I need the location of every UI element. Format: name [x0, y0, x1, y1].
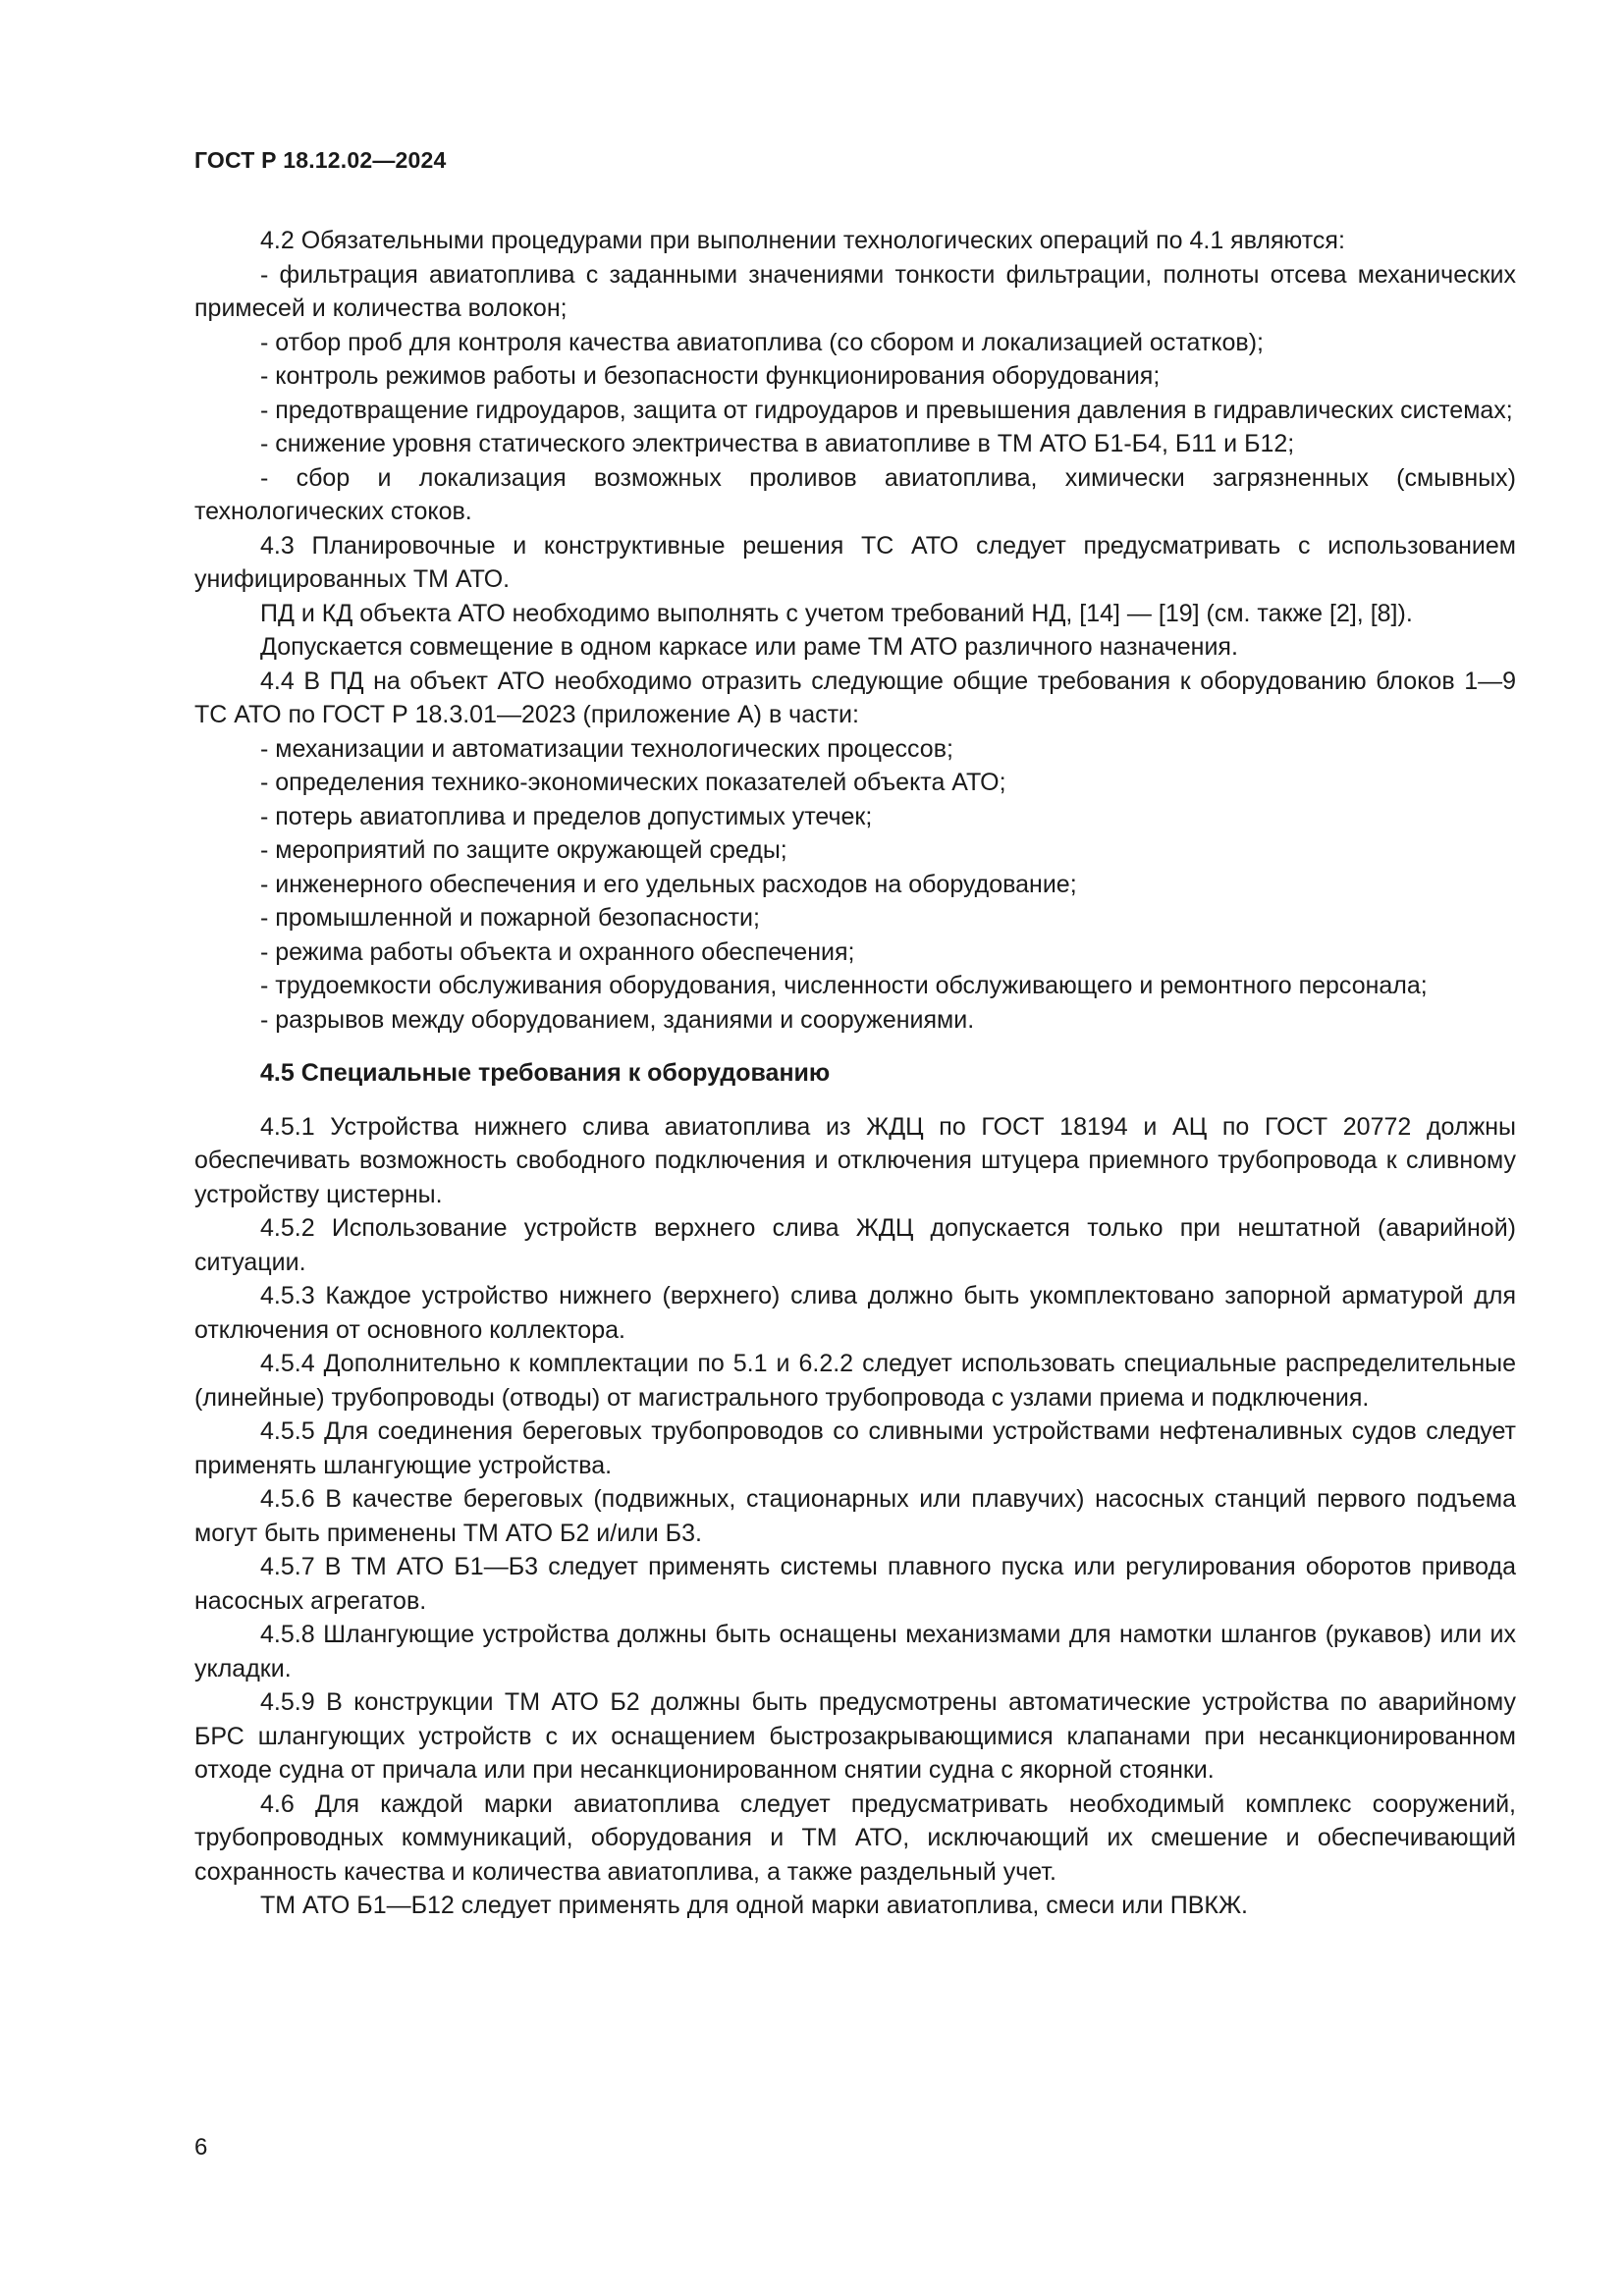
- paragraph: 4.5.6 В качестве береговых (подвижных, стационарных или плавучих) насосных станций первого подъема могут быть применены ТМ АТО Б2 и/или Б3.: [194, 1485, 1516, 1547]
- text-block-general: [194, 224, 1516, 1037]
- paragraph: 4.3 Планировочные и конструктивные решения ТС АТО следует предусматривать с использованием унифицированных ТМ АТО.: [194, 531, 1516, 593]
- list-item: - контроль режимов работы и безопасности функционирования оборудования;: [260, 362, 1161, 390]
- list-item: - отбор проб для контроля качества авиатоплива (со сбором и локализацией остатков);: [260, 328, 1264, 356]
- document-header: ГОСТ Р 18.12.02—2024: [194, 147, 447, 173]
- list-item: - снижение уровня статического электричества в авиатопливе в ТМ АТО Б1-Б4, Б11 и Б12;: [260, 430, 1295, 457]
- list-item: - механизации и автоматизации технологических процессов;: [260, 734, 953, 763]
- paragraph: ПД и КД объекта АТО необходимо выполнять с учетом требований НД, [14] — [19] (см. также [2], [8]).: [260, 599, 1413, 627]
- list-item: - трудоемкости обслуживания оборудования, численности обслуживающего и ремонтного персонала;: [260, 972, 1428, 999]
- paragraph: 4.5.4 Дополнительно к комплектации по 5.1 и 6.2.2 следует использовать специальные распределительные (линейные) трубопроводы (отводы) от магистрального трубопровода с узлами приема и подключения.: [194, 1350, 1516, 1412]
- section-title: 4.5 Специальные требования к оборудованию: [260, 1059, 831, 1087]
- text-block-special: [194, 1110, 1516, 1923]
- list-item: - предотвращение гидроударов, защита от гидроударов и превышения давления в гидравлических системах;: [260, 396, 1513, 424]
- document-body: [194, 224, 1516, 1923]
- list-item: - промышленной и пожарной безопасности;: [260, 904, 760, 932]
- list-item: - разрывов между оборудованием, зданиями и сооружениями.: [260, 1005, 975, 1034]
- page-number: 6: [194, 2134, 208, 2161]
- list-item: - сбор и локализация возможных проливов авиатоплива, химически загрязненных (смывных) технологических стоков.: [194, 463, 1516, 525]
- list-item: - инженерного обеспечения и его удельных расходов на оборудование;: [260, 870, 1077, 898]
- paragraph: 4.5.5 Для соединения береговых трубопроводов со сливными устройствами нефтеналивных судов следует применять шлангующие устройства.: [194, 1417, 1516, 1479]
- paragraph: 4.4 В ПД на объект АТО необходимо отразить следующие общие требования к оборудованию блоков 1—9 ТС АТО по ГОСТ Р 18.3.01—2023 (приложение А) в части:: [194, 667, 1516, 728]
- list-item: - мероприятий по защите окружающей среды;: [260, 836, 787, 864]
- paragraph: 4.5.2 Использование устройств верхнего слива ЖДЦ допускается только при нештатной (аварийной) ситуации.: [194, 1214, 1516, 1276]
- paragraph: 4.5.1 Устройства нижнего слива авиатоплива из ЖДЦ по ГОСТ 18194 и АЦ по ГОСТ 20772 должны обеспечивать возможность свободного подключения и отключения штуцера приемного трубопровода к сливному устройству цистерны.: [194, 1112, 1516, 1208]
- paragraph: 4.5.3 Каждое устройство нижнего (верхнего) слива должно быть укомплектовано запорной арматурой для отключения от основного коллектора.: [194, 1282, 1516, 1344]
- paragraph: ТМ АТО Б1—Б12 следует применять для одной марки авиатоплива, смеси или ПВКЖ.: [260, 1892, 1248, 1919]
- list-item: - фильтрация авиатоплива с заданными значениями тонкости фильтрации, полноты отсева механических примесей и количества волокон;: [194, 260, 1516, 322]
- paragraph: 4.2 Обязательными процедурами при выполнении технологических операций по 4.1 являются:: [260, 227, 1345, 254]
- paragraph: Допускается совмещение в одном каркасе или раме ТМ АТО различного назначения.: [260, 633, 1238, 661]
- list-item: - режима работы объекта и охранного обеспечения;: [260, 937, 855, 966]
- paragraph: 4.6 Для каждой марки авиатоплива следует предусматривать необходимый комплекс сооружений, трубопроводных коммуникаций, оборудования и ТМ АТО, исключающий их смешение и обеспечивающий сохранность качества и количества авиатоплива, а также раздельный учет.: [194, 1789, 1516, 1886]
- paragraph: 4.5.8 Шлангующие устройства должны быть оснащены механизмами для намотки шлангов (рукавов) или их укладки.: [194, 1621, 1516, 1682]
- paragraph: 4.5.9 В конструкции ТМ АТО Б2 должны быть предусмотрены автоматические устройства по аварийному БРС шлангующих устройств с их оснащением быстрозакрывающимися клапанами при несанкционированном отходе судна от причала или при несанкционированном снятии судна с якорной стоянки.: [194, 1688, 1516, 1784]
- list-item: - потерь авиатоплива и пределов допустимых утечек;: [260, 802, 873, 830]
- list-item: - определения технико-экономических показателей объекта АТО;: [260, 769, 1006, 796]
- paragraph: 4.5.7 В ТМ АТО Б1—Б3 следует применять системы плавного пуска или регулирования оборотов привода насосных агрегатов.: [194, 1553, 1516, 1615]
